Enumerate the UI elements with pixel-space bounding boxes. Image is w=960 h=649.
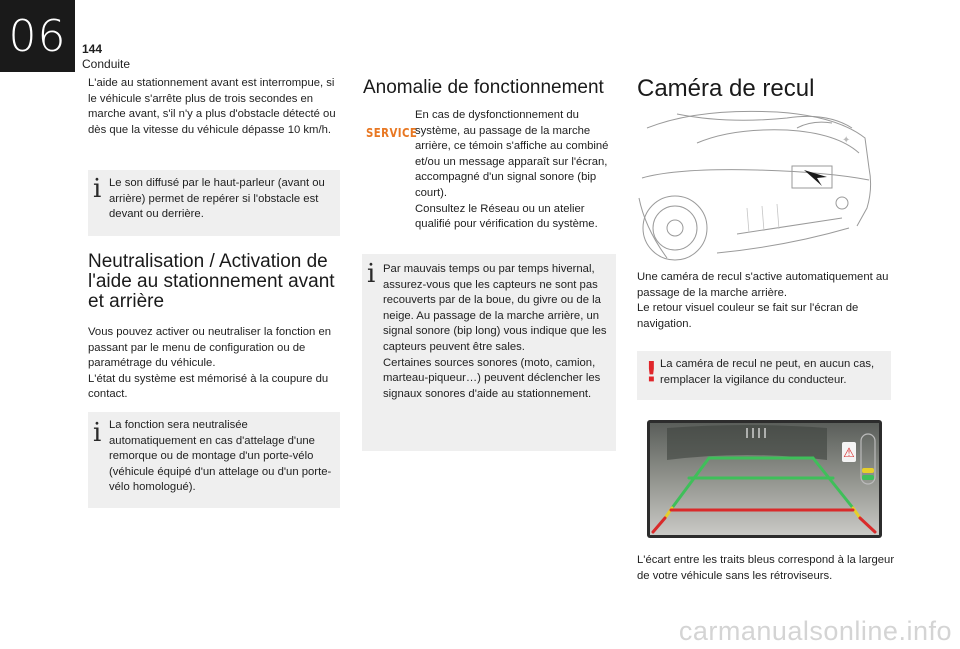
info-icon: i (367, 259, 376, 289)
car-rear-illustration (637, 108, 887, 263)
weather-paragraph: Par mauvais temps ou par temps hivernal, assurez-vous que les capteurs ne sont pas recouverts par de la boue, du givre ou de la neige. Au passage de la marche arrière, un signal sonore (bip long) vous indique que les capteurs peuvent être sales. (383, 263, 607, 353)
col3-camera-text (637, 270, 897, 332)
col2-anomaly-text (415, 108, 615, 233)
warning-camera-text: La caméra de recul ne peut, en aucun cas, remplacer la vigilance du conducteur. (660, 358, 875, 386)
anomaly-advice: Consultez le Réseau ou un atelier qualifié pour vérification du système. (415, 202, 598, 231)
noise-paragraph: Certaines sources sonores (moto, camion, marteau-piqueur…) peuvent déclencher les signaux sonores d'aide au stationnement. (383, 356, 601, 400)
warning-icon: ! (645, 355, 658, 388)
camera-location-arrow (804, 170, 827, 186)
body-paragraph-activation: Vous pouvez activer ou neutraliser la fonction en passant par le menu de configuration ou de paramétrage du véhicule. (88, 326, 332, 370)
info-neutralisation-text: La fonction sera neutralisée automatiquement en cas d'attelage d'une remorque ou de montage d'un porte-vélo (véhicule équipé d'un attelage ou d'un porte-vélo homologué). (109, 419, 332, 494)
col3-caption (637, 553, 897, 584)
car-badge-icon: ✦ (842, 135, 851, 146)
camera-activation-paragraph: Une caméra de recul s'active automatiquement au passage de la marche arrière. (637, 271, 889, 299)
camera-alert-icon: ⚠ (843, 446, 855, 461)
info-icon: i (93, 174, 102, 204)
info-sound-text: Le son diffusé par le haut-parleur (avant ou arrière) permet de repérer si l'obstacle est devant ou derrière. (109, 177, 325, 221)
camera-caption: L'écart entre les traits bleus correspond à la largeur de votre véhicule sans les rétroviseurs. (637, 554, 895, 582)
section-label: Conduite (82, 57, 131, 71)
watermark: carmanualsonline.info (678, 616, 952, 646)
info-icon: i (93, 418, 102, 448)
col2-heading-wrap (363, 78, 623, 98)
body-paragraph-memory: L'état du système est mémorisé à la coupure du contact. (88, 372, 329, 401)
section-heading-neutralisation: Neutralisation / Activation de l'aide au stationnement avant et arrière (88, 251, 335, 312)
col3-heading-wrap (637, 76, 897, 102)
col1-section (88, 252, 343, 403)
info-weather-text (383, 262, 611, 402)
rear-camera-display (647, 420, 882, 538)
anomaly-paragraph: En cas de dysfonctionnement du système, au passage de la marche arrière, ce témoin s'affiche au combiné et/ou un message apparaît sur l'écran, accompagné d'un signal sonore (bip court). (415, 109, 609, 199)
col1-intro (88, 76, 343, 138)
intro-paragraph: L'aide au stationnement avant est interrompue, si le véhicule s'arrête plus de trois secondes en marche avant, s'il n'y a plus d'obstacle détecté ou dès que la vitesse du véhicule dépasse 10 km/h. (88, 77, 336, 136)
page-number: 144 (82, 42, 103, 56)
chapter-tab: 06 (0, 0, 75, 72)
section-heading-camera: Caméra de recul (637, 75, 815, 102)
section-heading-anomalie: Anomalie de fonctionnement (363, 77, 604, 98)
service-warning-icon: SERVICE (366, 126, 418, 140)
camera-display-paragraph: Le retour visuel couleur se fait sur l'écran de navigation. (637, 302, 859, 330)
